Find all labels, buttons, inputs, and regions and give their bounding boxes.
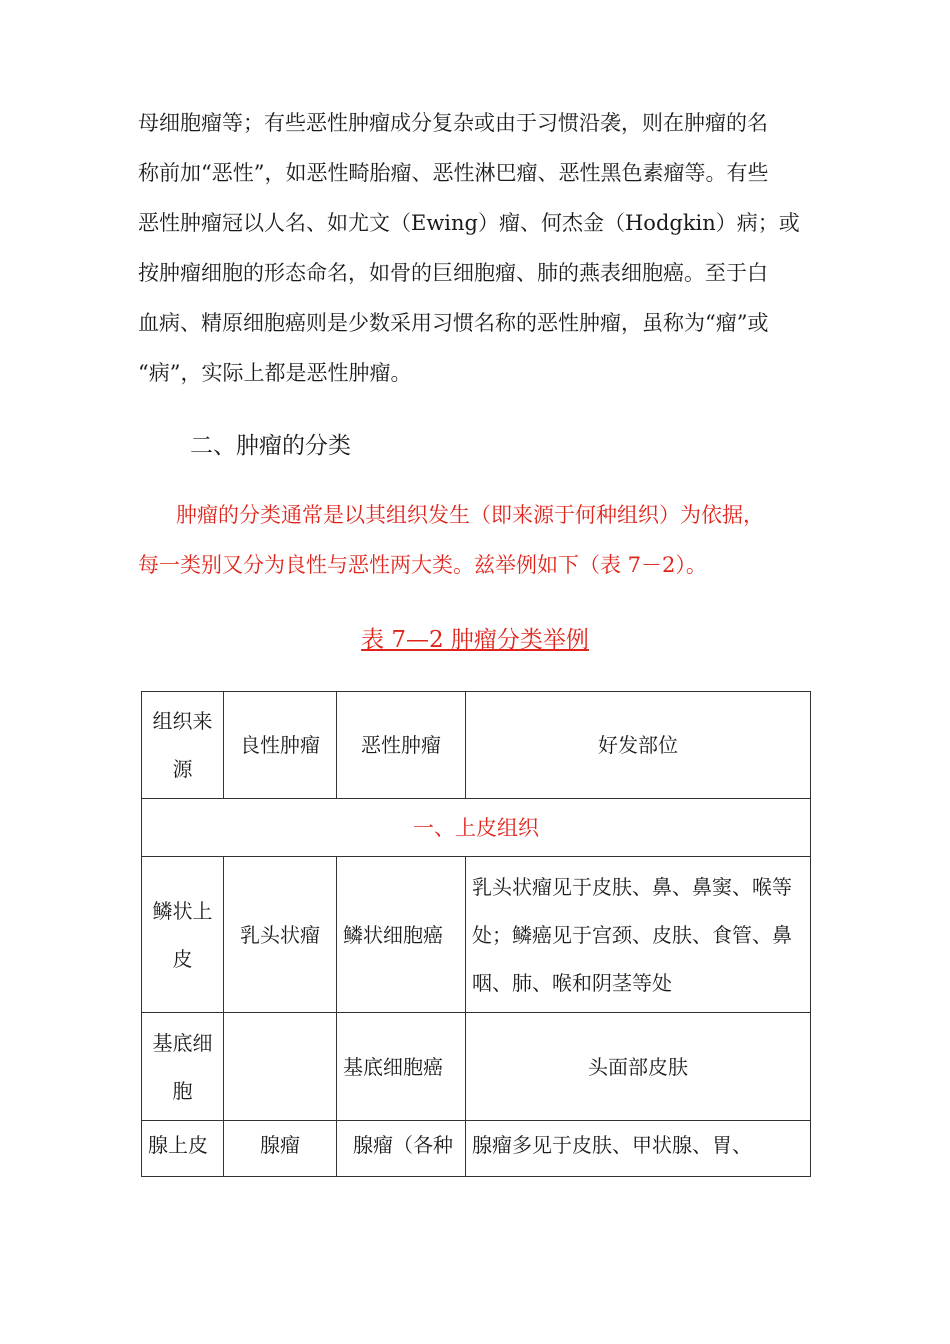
header-malignant: 恶性肿瘤 [337,692,466,799]
table-caption: 表 7—2 肿瘤分类举例 [361,627,589,653]
table-row [142,1013,811,1121]
intro-line: 母细胞瘤等；有些恶性肿瘤成分复杂或由于习惯沿袭，则在肿瘤的名 [138,111,768,135]
cell-origin: 基底细胞 [142,1013,224,1121]
tumor-classification-table [141,691,811,1177]
cell-site: 乳头状瘤见于皮肤、鼻、鼻窦、喉等处；鳞癌见于宫颈、皮肤、食管、鼻咽、肺、喉和阴茎等处 [466,857,811,1013]
cell-malignant: 基底细胞癌 [337,1013,466,1121]
table-row [142,857,811,1013]
table-section-row [142,799,811,857]
intro-line: 按肿瘤细胞的形态命名，如骨的巨细胞瘤、肺的燕表细胞癌。至于白 [138,261,768,285]
cell-origin: 腺上皮 [142,1121,224,1177]
intro-line: “病”，实际上都是恶性肿瘤。 [138,361,412,385]
header-benign: 良性肿瘤 [224,692,337,799]
header-site: 好发部位 [466,692,811,799]
classification-line: 每一类别又分为良性与恶性两大类。兹举例如下（表 7－2）。 [138,553,707,577]
cell-origin: 鳞状上皮 [142,857,224,1013]
cell-benign: 乳头状瘤 [224,857,337,1013]
cell-site: 头面部皮肤 [466,1013,811,1121]
table-row [142,1121,811,1177]
intro-line: 血病、精原细胞癌则是少数采用习惯名称的恶性肿瘤，虽称为“瘤”或 [138,311,769,335]
intro-line: 称前加“恶性”，如恶性畸胎瘤、恶性淋巴瘤、恶性黑色素瘤等。有些 [138,161,769,185]
section-heading: 二、肿瘤的分类 [190,433,351,459]
cell-malignant: 鳞状细胞癌 [337,857,466,1013]
classification-paragraph [138,490,818,590]
intro-paragraph [138,98,818,398]
cell-site: 腺瘤多见于皮肤、甲状腺、胃、 [466,1121,811,1177]
intro-line: 恶性肿瘤冠以人名、如尤文（Ewing）瘤、何杰金（Hodgkin）病；或 [138,211,800,235]
header-origin: 组织来源 [142,692,224,799]
cell-benign [224,1013,337,1121]
section-epithelial: 一、上皮组织 [142,799,811,857]
table-header-row [142,692,811,799]
cell-benign: 腺瘤 [224,1121,337,1177]
classification-line: 肿瘤的分类通常是以其组织发生（即来源于何种组织）为依据， [176,503,764,527]
cell-malignant: 腺瘤（各种 [337,1121,466,1177]
